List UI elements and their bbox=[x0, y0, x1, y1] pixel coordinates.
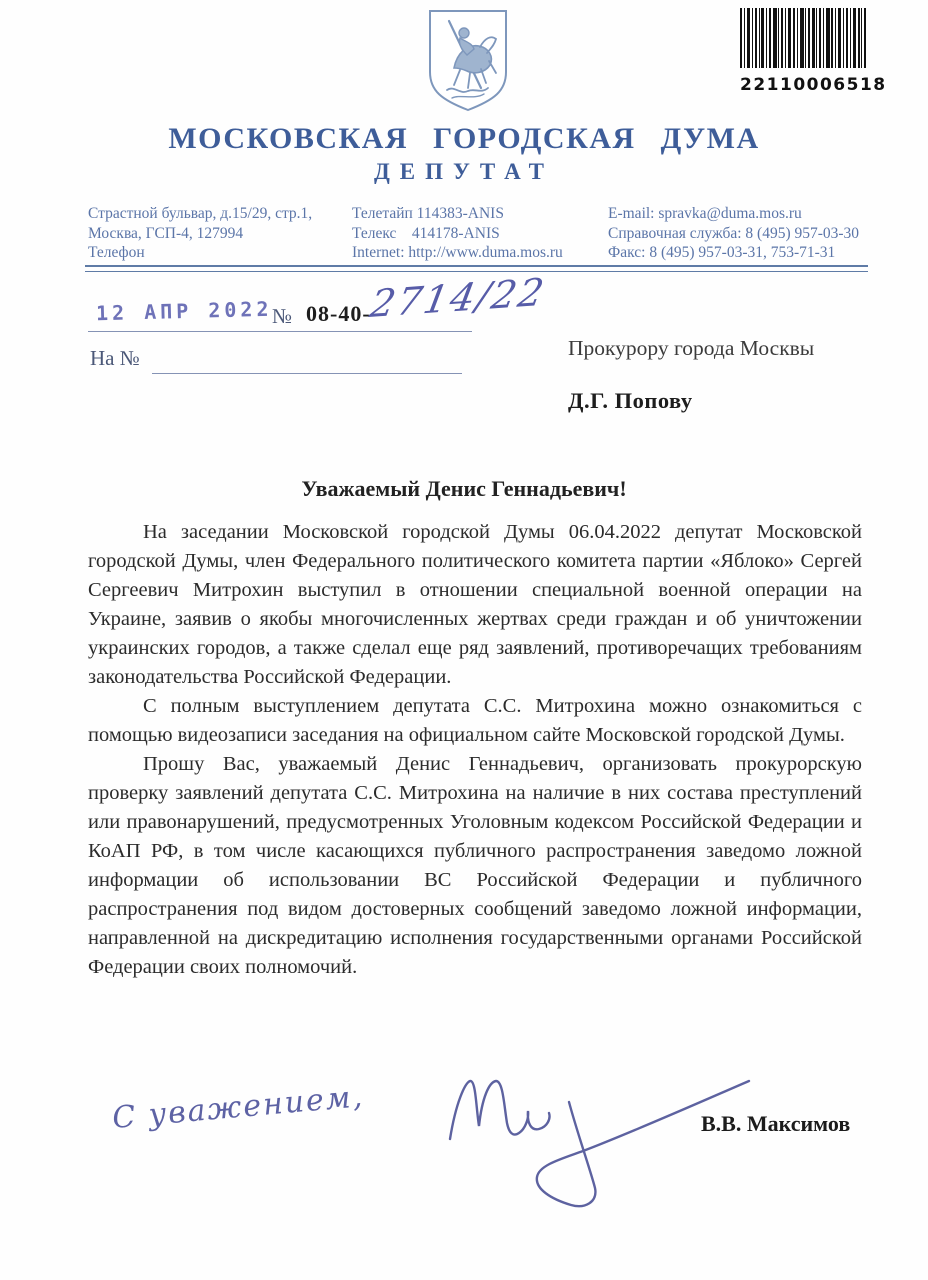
contact-line: Страстной бульвар, д.15/29, стр.1, bbox=[88, 205, 313, 222]
number-handwritten: 2714/22 bbox=[366, 270, 550, 326]
recipient-block bbox=[568, 336, 814, 414]
contact-line: Телекс 414178-ANIS bbox=[352, 224, 500, 242]
barcode bbox=[740, 8, 887, 95]
salutation: Уважаемый Денис Геннадьевич! bbox=[301, 476, 627, 501]
contact-line: Москва, ГСП-4, 127994 bbox=[88, 224, 244, 242]
number-underline bbox=[300, 331, 472, 332]
signer-name: В.В. Максимов bbox=[701, 1111, 851, 1136]
contact-line: Internet: http://www.duma.mos.ru bbox=[352, 244, 563, 261]
recipient-name: Д.Г. Попову bbox=[568, 388, 693, 413]
reply-number-label: На № bbox=[90, 346, 140, 370]
date-stamp: 12 АПР 2022 bbox=[95, 296, 273, 326]
contact-block bbox=[88, 204, 868, 263]
moscow-coat-of-arms-icon bbox=[424, 8, 512, 114]
org-role: ДЕПУТАТ bbox=[373, 159, 555, 184]
body-paragraph: Прошу Вас, уважаемый Денис Геннадьевич, организовать прокурорскую проверку заявлений депутата С.С. Митрохина на наличие в них состава преступлений или правонарушений, предусмотренных Уголовным кодексом Российской Федерации и КоАП РФ, в том числе касающихся публичного распространения заведомо ложной информации об использовании ВС Российской Федерации и публичного распространения под видом достоверных сообщений заведомо ложной информации, направленной на дискредитацию исполнения государственными органами Российской Федерации своих полномочий. bbox=[88, 753, 862, 978]
handwritten-signature-icon bbox=[443, 1072, 761, 1217]
contact-column-telecom bbox=[352, 204, 608, 263]
contact-column-address bbox=[88, 204, 352, 263]
body-paragraph: На заседании Московской городской Думы 06.04.2022 депутат Московской городской Думы, член Федерального политического комитета партии «Яблоко» Сергей Сергеевич Митрохин выступил в отношении специальной военной операции на Украине, заявив о якобы многочисленных жертвах среди граждан и об уничтожении украинских городов, а также сделал еще ряд заявлений, противоречащих требованиям законодательства Российской Федерации. bbox=[88, 521, 862, 688]
letterhead-divider bbox=[85, 265, 868, 272]
barcode-number: 22110006518 bbox=[740, 75, 887, 95]
number-label: № bbox=[272, 304, 293, 328]
org-name: МОСКОВСКАЯ ГОРОДСКАЯ ДУМА bbox=[168, 122, 760, 155]
contact-line: E-mail: spravka@duma.mos.ru bbox=[608, 205, 802, 222]
barcode-icon bbox=[740, 8, 866, 68]
contact-column-email bbox=[608, 204, 868, 263]
contact-line: Справочная служба: 8 (495) 957-03-30 bbox=[608, 224, 860, 242]
contact-line: Факс: 8 (495) 957-03-31, 753-71-31 bbox=[608, 244, 836, 261]
reply-number-underline bbox=[152, 373, 462, 374]
letter-body bbox=[88, 518, 862, 982]
valediction-handwritten: С уважением, bbox=[110, 1079, 366, 1136]
contact-line: Телефон bbox=[88, 244, 145, 261]
body-paragraph: С полным выступлением депутата С.С. Митрохина можно ознакомиться с помощью видеозаписи заседания на официальном сайте Московской городской Думы. bbox=[88, 695, 862, 746]
number-printed: 08-40- bbox=[306, 301, 371, 326]
recipient-title: Прокурору города Москвы bbox=[568, 336, 815, 360]
contact-line: Телетайп 114383-ANIS bbox=[352, 205, 504, 222]
